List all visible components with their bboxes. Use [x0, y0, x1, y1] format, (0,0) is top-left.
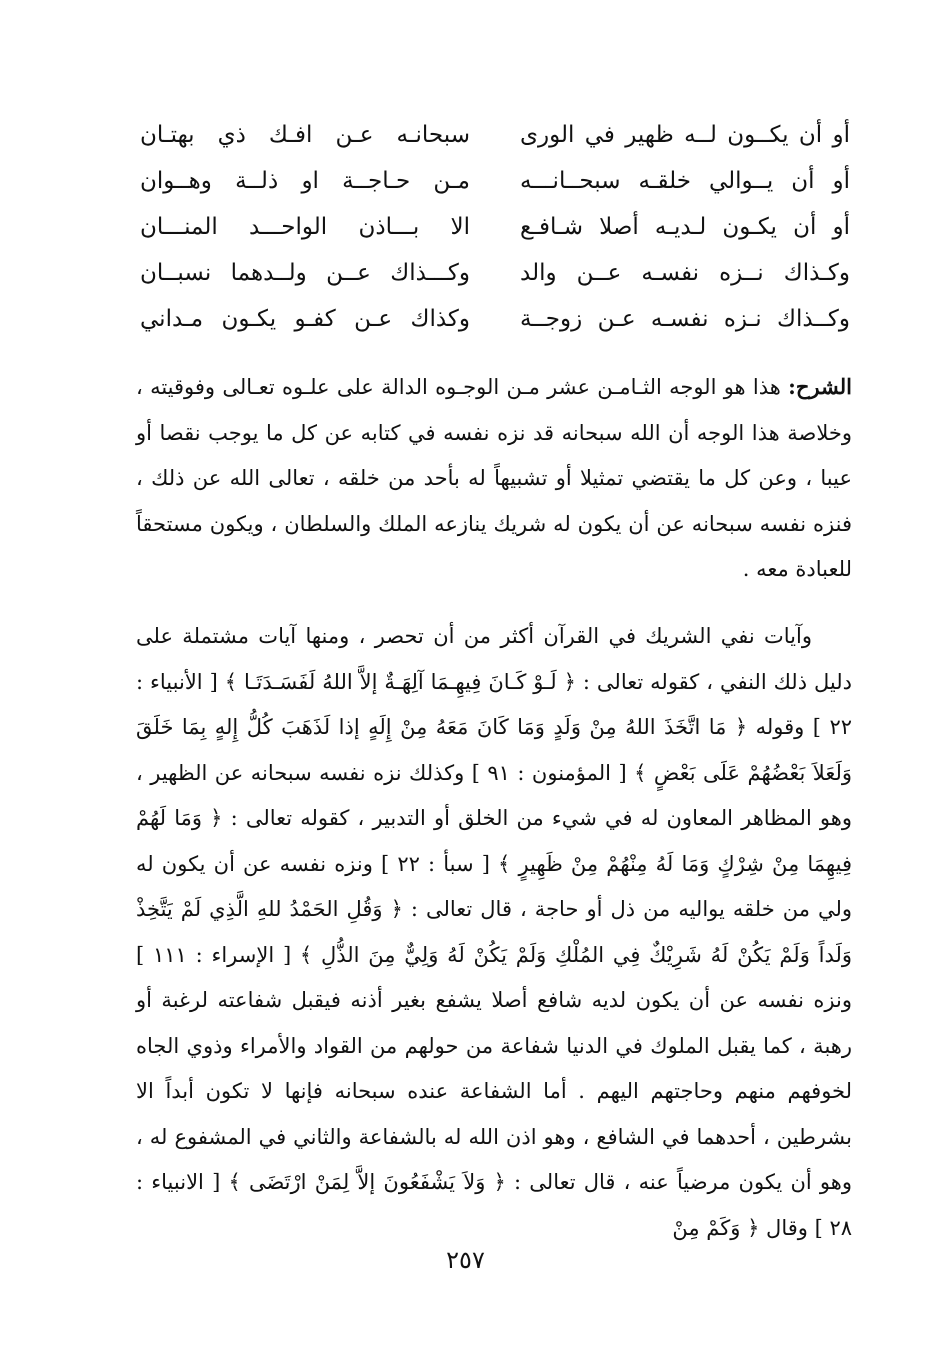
- poem-block: [140, 112, 850, 342]
- hemistich-left: وكـــذاك عــن ولــدهما نسبــان: [140, 260, 470, 286]
- hemistich-right: أو أن يكــون لــه ظهير في الورى: [520, 122, 850, 148]
- verse-row: [140, 296, 850, 342]
- hemistich-left: وكذاك عـن كفـو يكـون مـداني: [140, 306, 470, 332]
- hemistich-right: وكـذاك نــزه نفسـه عــن والد: [520, 260, 850, 286]
- verse-row: [140, 250, 850, 296]
- hemistich-left: سبحانـه عـن افـك ذي بهتـان: [140, 122, 470, 148]
- verses-text: وآيات نفي الشريك في القرآن أكثر من أن تحصر ، ومنها آيات مشتملة على دليل ذلك النفي ، كقوله تعالى : ﴿ لَـوْ كَـانَ فِيهِـمَا آلِهَـةٌ إلاَّ اللهُ لَفَسَـدَتَـا ﴾ [ الأنبياء : ٢٢ ] وقوله ﴿ مَا اتَّخَذَ اللهُ مِنْ وَلَدٍ وَمَا كَانَ مَعَهُ مِنْ إِلَهٍ إذا لَذَهَبَ كُلُّ إِلهٍ بِمَا خَلَقَ وَلَعَلاَ بَعْضُهُمْ عَلَى بَعْضٍ ﴾ [ المؤمنون : ٩١ ] وكذلك نزه نفسه سبحانه عن الظهير ، وهو المظاهر المعاون له في شيء من الخلق أو التدبير ، كقوله تعالى : ﴿ وَمَا لَهُمْ فِيهِمَا مِنْ شِرْكٍ وَمَا لَهُ مِنْهُمْ مِنْ ظَهِيرٍ ﴾ [ سبأ : ٢٢ ] ونزه نفسه عن أن يكون له ولي من خلقه يواليه من ذل أو حاجة ، قال تعالى : ﴿ وَقُلِ الحَمْدُ للهِ الَّذِي لَمْ يَتَّخِذْ وَلَداً وَلَمْ يَكُنْ لَهُ شَرِيْكٌ فِي المُلْكِ وَلَمْ يَكُنْ لَهُ وَلِيٌّ مِنَ الذُّلِ ﴾ [ الإسراء : ١١١ ] ونزه نفسه عن أن يكون لديه شافع أصلا يشفع بغير أذنه فيقبل شفاعته لرغبة أو رهبة ، كما يقبل الملوك في الدنيا شفاعة من حولهم من القواد والأمراء وذوي الجاه لخوفهم منهم وحاجتهم اليهم . أما الشفاعة عنده سبحانه فإنها لا تكون أبداً الا بشرطين ، أحدهما في الشافع ، وهو اذن الله له بالشفاعة والثاني في المشفوع له ، وهو أن يكون مرضياً عنه ، قال تعالى : ﴿ وَلاَ يَشْفَعُونَ إلاَّ لِمَنْ ارْتَضَى ﴾ [ الانبياء : ٢٨ ] وقال ﴿ وَكَمْ مِنْ: [136, 624, 853, 1240]
- hemistich-left: الا بـــاذن الواحـــد المنـــان: [140, 214, 470, 240]
- verse-row: [140, 158, 850, 204]
- hemistich-right: أو أن يكـون لـديـه أصلا شـافـع: [520, 214, 850, 240]
- hemistich-left: مـن حـاجــة او ذلــة وهــوان: [140, 168, 470, 194]
- explanation-text: [136, 364, 852, 593]
- explanation-label: الشرح:: [788, 374, 852, 399]
- hemistich-right: وكــذاك نـزه نفسـه عـن زوجــة: [520, 306, 850, 332]
- verse-row: [140, 204, 850, 250]
- verses-paragraph: [136, 614, 852, 1251]
- explanation-body: هذا هو الوجه الثـامـن عشر مـن الوجـوه الدالة على علـوه تعـالى وفوقيته ، وخلاصة هذا الوجه أن الله سبحانه قد نزه نفسه في كتابه عن كل ما يوجب نقصا أو عيبا ، وعن كل ما يقتضي تمثيلا أو تشبيهاً له بأحد من خلقه ، تعالى الله عن ذلك ، فنزه نفسه سبحانه عن أن يكون له شريك ينازعه الملك والسلطان ، ويكون مستحقاً للعبادة معه .: [136, 375, 852, 581]
- page-number: ٢٥٧: [446, 1246, 485, 1274]
- verse-row: [140, 112, 850, 158]
- explanation-paragraph: [136, 364, 852, 593]
- hemistich-right: أو أن يــوالي خلقـه سبحــانـــه: [520, 168, 850, 194]
